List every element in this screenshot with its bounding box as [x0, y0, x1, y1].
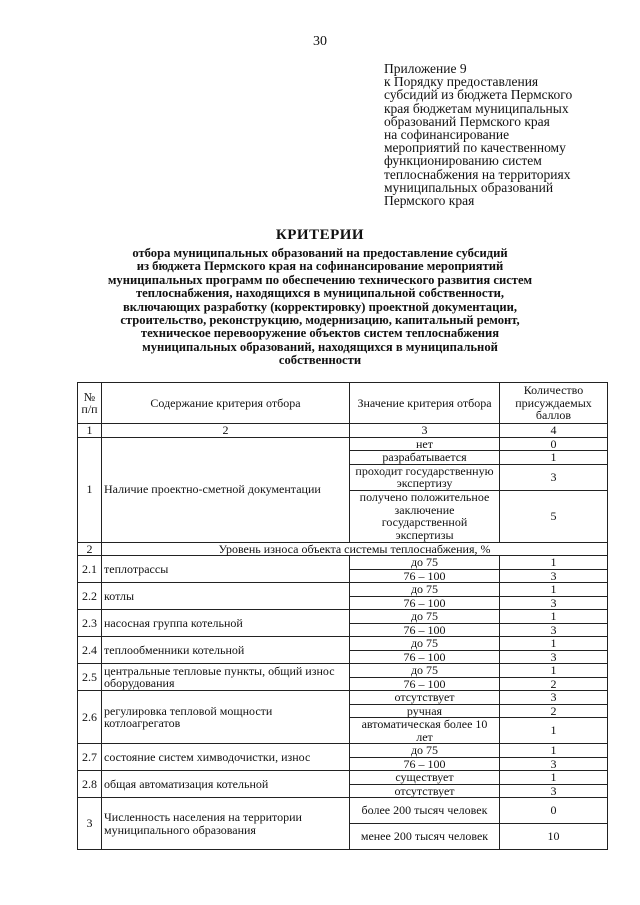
criterion-points: 3 — [500, 650, 608, 664]
criterion-points: 1 — [500, 744, 608, 758]
header-points: Количество присуждаемых баллов — [500, 383, 608, 424]
table-row — [78, 664, 608, 678]
subtitle-line: теплоснабжения, находящихся в муниципальной собственности, — [135, 286, 505, 301]
criterion-points: 1 — [500, 583, 608, 597]
appendix-line: к Порядку предоставления — [384, 74, 539, 90]
criterion-value: 76 – 100 — [350, 650, 500, 664]
criterion-number: 1 — [78, 437, 102, 542]
appendix-line: Приложение 9 — [384, 61, 467, 76]
criterion-value: до 75 — [350, 637, 500, 651]
criterion-number: 2 — [78, 542, 102, 556]
criterion-points: 2 — [500, 704, 608, 718]
criterion-points: 0 — [500, 437, 608, 451]
criterion-points: 2 — [500, 677, 608, 691]
criterion-points: 5 — [500, 490, 608, 542]
appendix-line: Пермского края — [384, 193, 475, 209]
criterion-number: 2.2 — [78, 583, 102, 610]
subtitle-line: отбора муниципальных образований на предоставление субсидий — [132, 246, 508, 260]
table-row — [78, 610, 608, 624]
criterion-label: Наличие проектно-сметной документации — [102, 437, 350, 542]
criterion-number: 2.1 — [78, 556, 102, 583]
document-title: КРИТЕРИИ — [275, 227, 365, 243]
table-row — [78, 744, 608, 758]
document-subtitle — [70, 247, 570, 368]
criterion-number: 3 — [78, 798, 102, 850]
criterion-points: 1 — [500, 556, 608, 570]
criterion-points: 1 — [500, 664, 608, 678]
header-num: № п/п — [78, 383, 102, 424]
appendix-block — [384, 62, 634, 207]
criterion-points: 3 — [500, 691, 608, 705]
subtitle-line: включающих разработку (корректировку) проектной документации, — [122, 299, 518, 314]
criterion-value: 76 – 100 — [350, 623, 500, 637]
criterion-label: насосная группа котельной — [102, 610, 350, 637]
criterion-points: 0 — [500, 798, 608, 824]
criterion-points: 3 — [500, 623, 608, 637]
criterion-value: до 75 — [350, 744, 500, 758]
criterion-points: 10 — [500, 824, 608, 850]
criterion-value: 76 – 100 — [350, 677, 500, 691]
criterion-number: 2.3 — [78, 610, 102, 637]
criterion-label: общая автоматизация котельной — [102, 771, 350, 798]
appendix-line: мероприятий по качественному — [384, 140, 566, 156]
criterion-points: 3 — [500, 464, 608, 490]
subtitle-line: собственности — [278, 353, 362, 368]
criterion-label: теплообменники котельной — [102, 637, 350, 664]
table-row — [78, 583, 608, 597]
criterion-number: 2.5 — [78, 664, 102, 691]
appendix-line: на софинансирование — [384, 127, 510, 143]
subtitle-line: муниципальных образований, находящихся в муниципальной — [142, 339, 498, 354]
table-row — [78, 798, 608, 824]
criterion-value: менее 200 тысяч человек — [350, 824, 500, 850]
criterion-value: автоматическая более 10 лет — [350, 718, 500, 744]
criterion-value: отсутствует — [350, 784, 500, 798]
page-number: 30 — [313, 34, 327, 49]
criterion-value: нет — [350, 437, 500, 451]
table-row — [78, 771, 608, 785]
header-content: Содержание критерия отбора — [102, 383, 350, 424]
criterion-label: центральные тепловые пункты, общий износ оборудования — [102, 664, 350, 691]
appendix-line: муниципальных образований — [384, 179, 554, 195]
appendix-line: теплоснабжения на территориях — [384, 166, 571, 182]
column-number-row — [78, 424, 608, 438]
appendix-line: функционированию систем — [384, 153, 542, 169]
criterion-value: 76 – 100 — [350, 596, 500, 610]
appendix-line: субсидий из бюджета Пермского — [384, 87, 573, 103]
criterion-number: 2.8 — [78, 771, 102, 798]
criterion-label: состояние систем химводочистки, износ — [102, 744, 350, 771]
criterion-points: 3 — [500, 757, 608, 771]
column-number: 3 — [350, 424, 500, 438]
subtitle-line: техническое перевооружение объектов систем теплоснабжения — [140, 326, 500, 341]
criterion-value: получено положительное заключение государственной экспертизы — [350, 490, 500, 542]
criterion-value: 76 – 100 — [350, 569, 500, 583]
criterion-label: Численность населения на территории муниципального образования — [102, 798, 350, 850]
criterion-value: до 75 — [350, 610, 500, 624]
criterion-label: котлы — [102, 583, 350, 610]
table-header-row — [78, 383, 608, 424]
criterion-number: 2.6 — [78, 691, 102, 744]
table-row — [78, 637, 608, 651]
criterion-value: существует — [350, 771, 500, 785]
table-section-row — [78, 542, 608, 556]
criterion-value: отсутствует — [350, 691, 500, 705]
criterion-points: 3 — [500, 596, 608, 610]
criteria-table — [77, 382, 608, 850]
criterion-value: до 75 — [350, 556, 500, 570]
header-value: Значение критерия отбора — [350, 383, 500, 424]
subtitle-line: муниципальных программ по обеспечению технического развития систем — [107, 272, 533, 287]
appendix-line: края бюджетам муниципальных — [384, 100, 569, 116]
criterion-points: 3 — [500, 569, 608, 583]
criterion-points: 1 — [500, 451, 608, 465]
subtitle-line: строительство, реконструкцию, модернизацию, капитальный ремонт, — [120, 313, 520, 328]
criterion-points: 1 — [500, 771, 608, 785]
criterion-value: более 200 тысяч человек — [350, 798, 500, 824]
table-row — [78, 437, 608, 451]
criterion-label: теплотрассы — [102, 556, 350, 583]
table-row — [78, 556, 608, 570]
column-number: 2 — [102, 424, 350, 438]
section-label: Уровень износа объекта системы теплоснабжения, % — [102, 542, 608, 556]
criterion-value: ручная — [350, 704, 500, 718]
criterion-value: до 75 — [350, 583, 500, 597]
criterion-points: 1 — [500, 610, 608, 624]
criterion-points: 3 — [500, 784, 608, 798]
criterion-number: 2.7 — [78, 744, 102, 771]
criterion-value: до 75 — [350, 664, 500, 678]
subtitle-line: из бюджета Пермского края на софинансирование мероприятий — [136, 259, 504, 274]
criterion-label: регулировка тепловой мощности котлоагрегатов — [102, 691, 350, 744]
column-number: 1 — [78, 424, 102, 438]
criterion-points: 1 — [500, 637, 608, 651]
criterion-value: 76 – 100 — [350, 757, 500, 771]
appendix-line: образований Пермского края — [384, 113, 550, 129]
criterion-value: проходит государственную экспертизу — [350, 464, 500, 490]
criterion-value: разрабатывается — [350, 451, 500, 465]
criterion-points: 1 — [500, 718, 608, 744]
column-number: 4 — [500, 424, 608, 438]
table-row — [78, 691, 608, 705]
criterion-number: 2.4 — [78, 637, 102, 664]
